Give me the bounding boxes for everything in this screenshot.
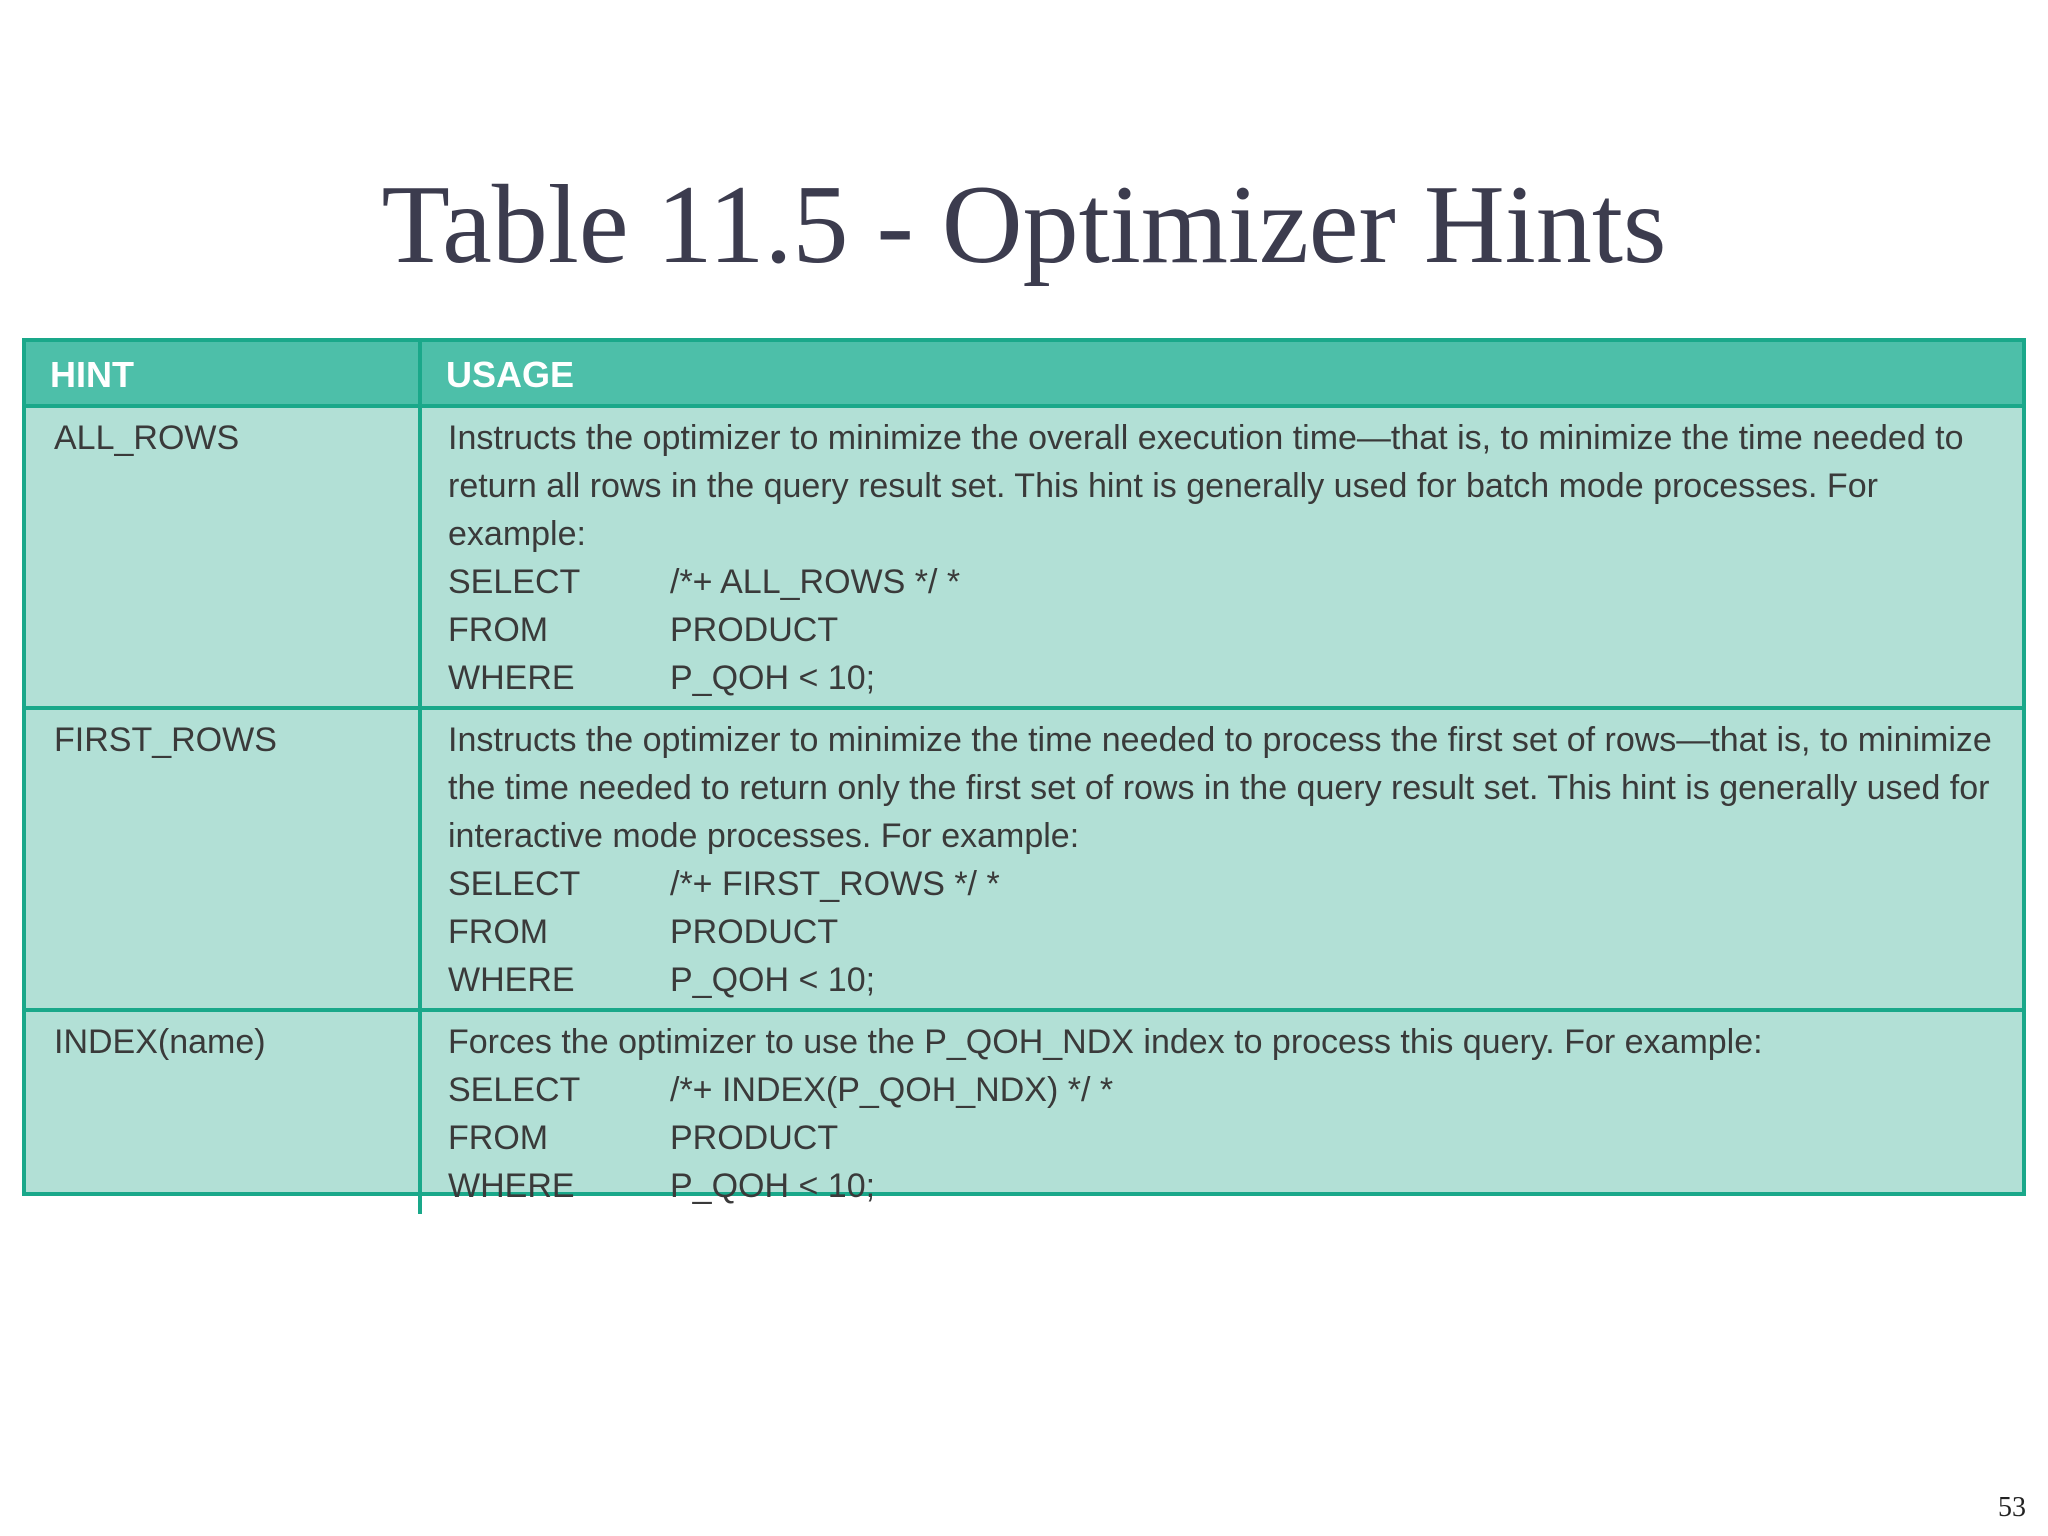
code-keyword: SELECT: [448, 563, 581, 601]
header-usage: USAGE: [420, 342, 2022, 406]
code-text: PRODUCT: [670, 913, 839, 951]
code-keyword: WHERE: [448, 659, 575, 697]
usage-description: Instructs the optimizer to minimize the overall execution time—that is, to minimize the time needed to return all rows in the query result set. This hint is generally used for batch mode processes. For example:: [448, 419, 1964, 553]
hint-name: INDEX(name): [54, 1023, 266, 1061]
code-keyword: FROM: [448, 1119, 549, 1157]
code-line: [448, 860, 1998, 908]
usage-cell: [420, 708, 2022, 1010]
usage-description: Forces the optimizer to use the P_QOH_NDX index to process this query. For example:: [448, 1023, 1763, 1061]
usage-cell: [420, 1010, 2022, 1214]
table-row: [26, 708, 2022, 1010]
slide-title: Table 11.5 - Optimizer Hints: [381, 163, 1667, 287]
code-text: /*+ FIRST_ROWS */ *: [670, 865, 1000, 903]
optimizer-hints-table: [22, 338, 2026, 1205]
code-line: [448, 1162, 1998, 1210]
code-line: [448, 606, 1998, 654]
code-keyword: SELECT: [448, 1071, 581, 1109]
code-text: /*+ INDEX(P_QOH_NDX) */ *: [670, 1071, 1114, 1109]
code-keyword: WHERE: [448, 1167, 575, 1205]
table-row: [26, 406, 2022, 708]
code-line: [448, 908, 1998, 956]
usage-cell: [420, 406, 2022, 708]
hint-name: ALL_ROWS: [26, 406, 420, 708]
code-text: PRODUCT: [670, 1119, 839, 1157]
code-keyword: WHERE: [448, 961, 575, 999]
code-line: [448, 1066, 1998, 1114]
page-number: 53: [1998, 1492, 2026, 1523]
code-text: /*+ ALL_ROWS */ *: [670, 563, 961, 601]
code-text: P_QOH < 10;: [670, 1167, 876, 1205]
code-keyword: FROM: [448, 913, 549, 951]
code-text: PRODUCT: [670, 611, 839, 649]
code-line: [448, 956, 1998, 1004]
code-text: P_QOH < 10;: [670, 659, 876, 697]
table-row: [26, 1010, 2022, 1214]
hint-name: FIRST_ROWS: [26, 708, 420, 1010]
code-line: [448, 1114, 1998, 1162]
usage-description: Instructs the optimizer to minimize the time needed to process the first set of rows—that is, to minimize the time needed to return only the first set of rows in the query result set. This hint is generally used for interactive mode processes. For example:: [448, 721, 1992, 855]
code-line: [448, 654, 1998, 702]
code-line: [448, 558, 1998, 606]
code-text: P_QOH < 10;: [670, 961, 876, 999]
code-keyword: SELECT: [448, 865, 581, 903]
code-keyword: FROM: [448, 611, 549, 649]
header-hint: HINT: [26, 342, 420, 406]
table-header-row: [26, 342, 2022, 406]
